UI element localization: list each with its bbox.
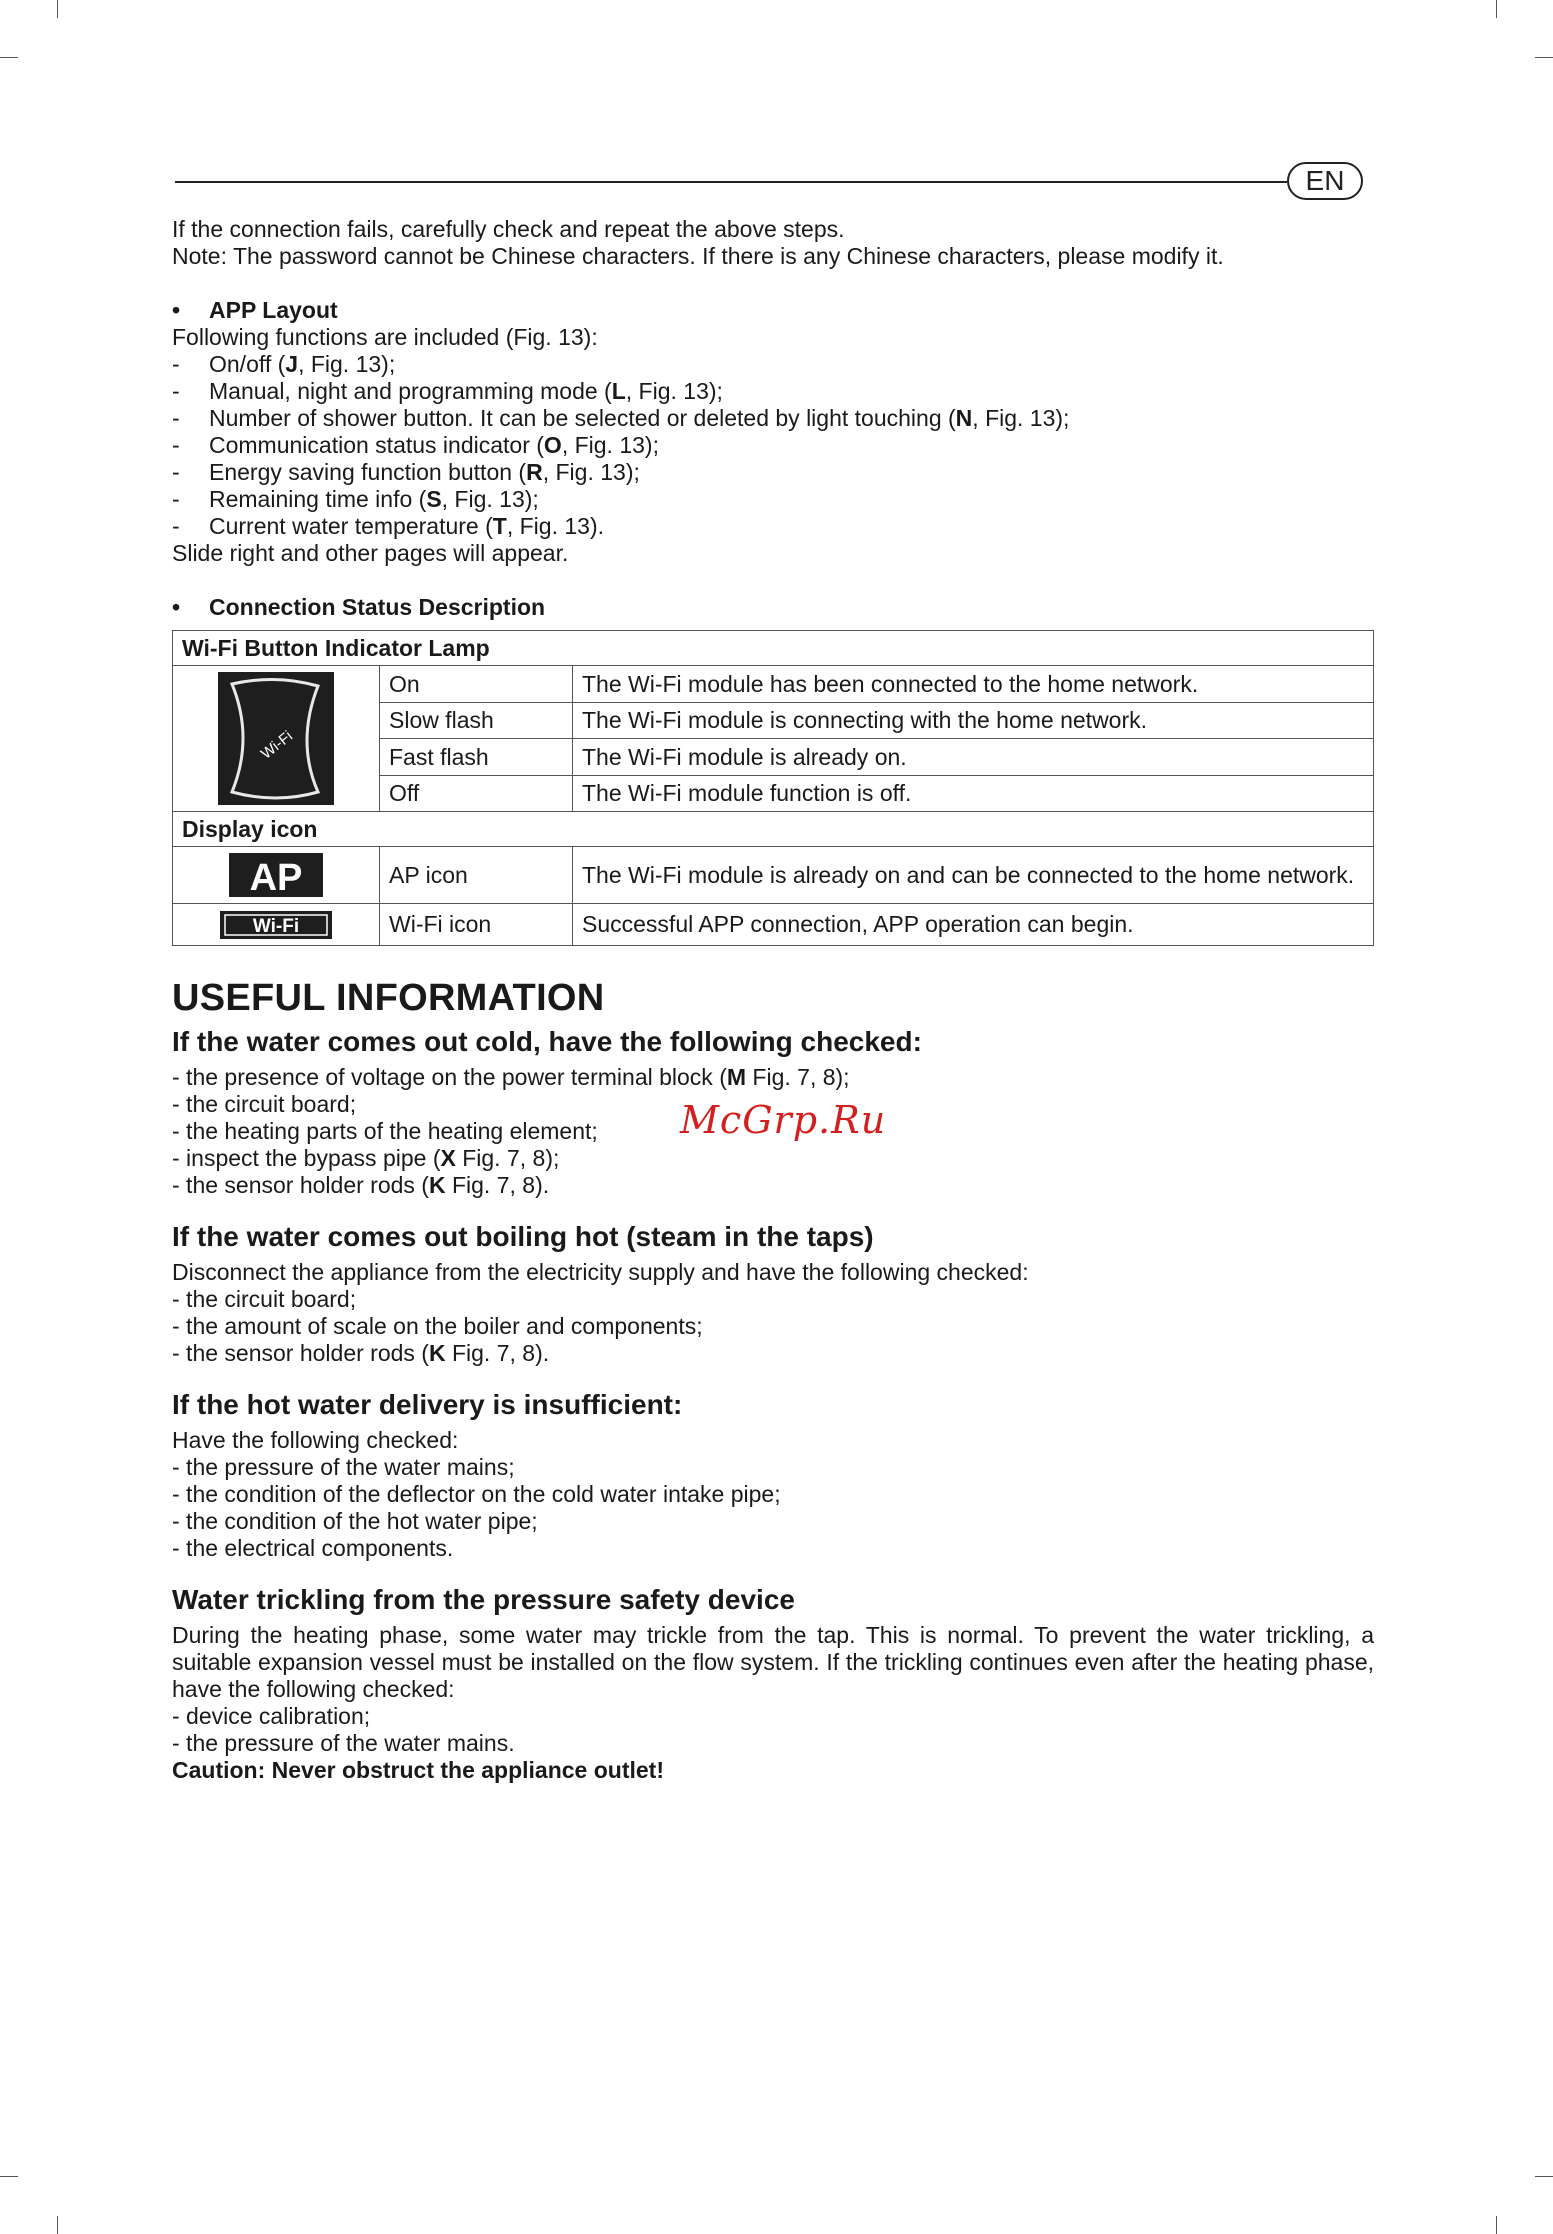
app-layout-lead: Following functions are included (Fig. 13): bbox=[172, 324, 598, 350]
wifi-icon-cell bbox=[173, 904, 380, 946]
list-item: - Communication status indicator (O, Fig. 13); bbox=[172, 432, 659, 458]
useful-information-title: USEFUL INFORMATION bbox=[172, 976, 605, 1019]
list-item: - Number of shower button. It can be selected or deleted by light touching (N, Fig. 13); bbox=[172, 405, 1070, 431]
check-line: Have the following checked: bbox=[172, 1426, 459, 1453]
check-line: - device calibration; bbox=[172, 1702, 371, 1729]
wifi-button-image bbox=[218, 672, 334, 805]
connection-status-table bbox=[172, 630, 1374, 946]
ap-icon-cell bbox=[173, 847, 380, 904]
connection-status-heading: • Connection Status Description bbox=[172, 594, 546, 620]
list-item: - Manual, night and programming mode (L, Fig. 13); bbox=[172, 378, 723, 404]
check-line: - the heating parts of the heating element; bbox=[172, 1117, 598, 1144]
page-content bbox=[172, 216, 1374, 1806]
table-row bbox=[173, 666, 1374, 703]
check-line: - the electrical components. bbox=[172, 1534, 454, 1561]
crop-mark bbox=[1535, 2176, 1553, 2177]
display-icon-description: The Wi-Fi module is already on and can be connected to the home network. bbox=[573, 847, 1374, 904]
check-line: - the sensor holder rods (K Fig. 7, 8). bbox=[172, 1339, 550, 1366]
boiling-water-heading: If the water comes out boiling hot (steam in the taps) bbox=[172, 1220, 874, 1252]
ap-icon bbox=[229, 853, 323, 897]
table-row bbox=[173, 904, 1374, 946]
display-icon-description: Successful APP connection, APP operation can begin. bbox=[573, 904, 1374, 946]
check-line: - the condition of the deflector on the cold water intake pipe; bbox=[172, 1480, 781, 1507]
language-badge: EN bbox=[1287, 162, 1363, 200]
cold-water-heading: If the water comes out cold, have the following checked: bbox=[172, 1025, 922, 1057]
check-line: - the condition of the hot water pipe; bbox=[172, 1507, 538, 1534]
intro-note: Note: The password cannot be Chinese characters. If there is any Chinese characters, please modify it. bbox=[172, 243, 1224, 269]
lamp-description: The Wi-Fi module is connecting with the home network. bbox=[573, 702, 1374, 739]
wifi-button-cell bbox=[173, 666, 380, 812]
list-item: - Remaining time info (S, Fig. 13); bbox=[172, 486, 539, 512]
trickling-paragraph: During the heating phase, some water may trickle from the tap. This is normal. To prevent the water trickling, a suitable expansion vessel must be installed on the flow system. If the trickling continues even after the heating phase, have the following checked: bbox=[172, 1621, 1374, 1702]
crop-mark bbox=[0, 57, 18, 58]
crop-mark bbox=[57, 2216, 58, 2234]
check-line: Disconnect the appliance from the electricity supply and have the following checked: bbox=[172, 1258, 1029, 1285]
check-line: - the pressure of the water mains; bbox=[172, 1453, 515, 1480]
lamp-state: Off bbox=[380, 775, 573, 812]
wifi-button-icon bbox=[218, 672, 334, 805]
crop-mark bbox=[1496, 0, 1497, 18]
display-header: Display icon bbox=[173, 812, 1374, 847]
check-line: - the circuit board; bbox=[172, 1090, 357, 1117]
watermark: McGrp.Ru bbox=[680, 1098, 887, 1142]
wifi-button-label: Wi-Fi bbox=[257, 727, 296, 763]
insufficient-water-heading: If the hot water delivery is insufficient: bbox=[172, 1388, 683, 1420]
check-line: - inspect the bypass pipe (X Fig. 7, 8); bbox=[172, 1144, 560, 1171]
lamp-description: The Wi-Fi module has been connected to the home network. bbox=[573, 666, 1374, 703]
check-line: - the sensor holder rods (K Fig. 7, 8). bbox=[172, 1171, 550, 1198]
lamp-state: On bbox=[380, 666, 573, 703]
check-line: - the presence of voltage on the power terminal block (M Fig. 7, 8); bbox=[172, 1063, 850, 1090]
insufficient-water-section bbox=[172, 1389, 1374, 1562]
trickling-heading: Water trickling from the pressure safety device bbox=[172, 1583, 795, 1615]
crop-mark bbox=[1535, 57, 1553, 58]
app-layout-trailer: Slide right and other pages will appear. bbox=[172, 540, 569, 566]
display-icon-name: AP icon bbox=[380, 847, 573, 904]
lamp-description: The Wi-Fi module function is off. bbox=[573, 775, 1374, 812]
crop-mark bbox=[0, 2176, 18, 2177]
ap-icon-glyph: AP bbox=[249, 857, 303, 897]
list-item: - Current water temperature (T, Fig. 13). bbox=[172, 513, 604, 539]
display-icon-name: Wi-Fi icon bbox=[380, 904, 573, 946]
table-row bbox=[173, 847, 1374, 904]
check-line: - the circuit board; bbox=[172, 1285, 357, 1312]
app-layout-heading: • APP Layout bbox=[172, 297, 338, 323]
trickling-section bbox=[172, 1584, 1374, 1784]
intro-line: If the connection fails, carefully check and repeat the above steps. bbox=[172, 216, 845, 242]
wifi-display-icon bbox=[220, 911, 332, 939]
list-item: - On/off (J, Fig. 13); bbox=[172, 351, 396, 377]
lamp-description: The Wi-Fi module is already on. bbox=[573, 739, 1374, 776]
boiling-water-section bbox=[172, 1221, 1374, 1367]
app-layout-list bbox=[172, 351, 1374, 540]
check-line: - the pressure of the water mains. bbox=[172, 1729, 515, 1756]
lamp-state: Slow flash bbox=[380, 702, 573, 739]
list-item: - Energy saving function button (R, Fig. 13); bbox=[172, 459, 640, 485]
wifi-display-glyph: Wi-Fi bbox=[252, 915, 300, 937]
lamp-header: Wi-Fi Button Indicator Lamp bbox=[173, 631, 1374, 666]
header-rule bbox=[175, 181, 1287, 183]
caution-note: Caution: Never obstruct the appliance outlet! bbox=[172, 1756, 664, 1783]
check-line: - the amount of scale on the boiler and components; bbox=[172, 1312, 703, 1339]
crop-mark bbox=[57, 0, 58, 18]
crop-mark bbox=[1496, 2216, 1497, 2234]
lamp-state: Fast flash bbox=[380, 739, 573, 776]
